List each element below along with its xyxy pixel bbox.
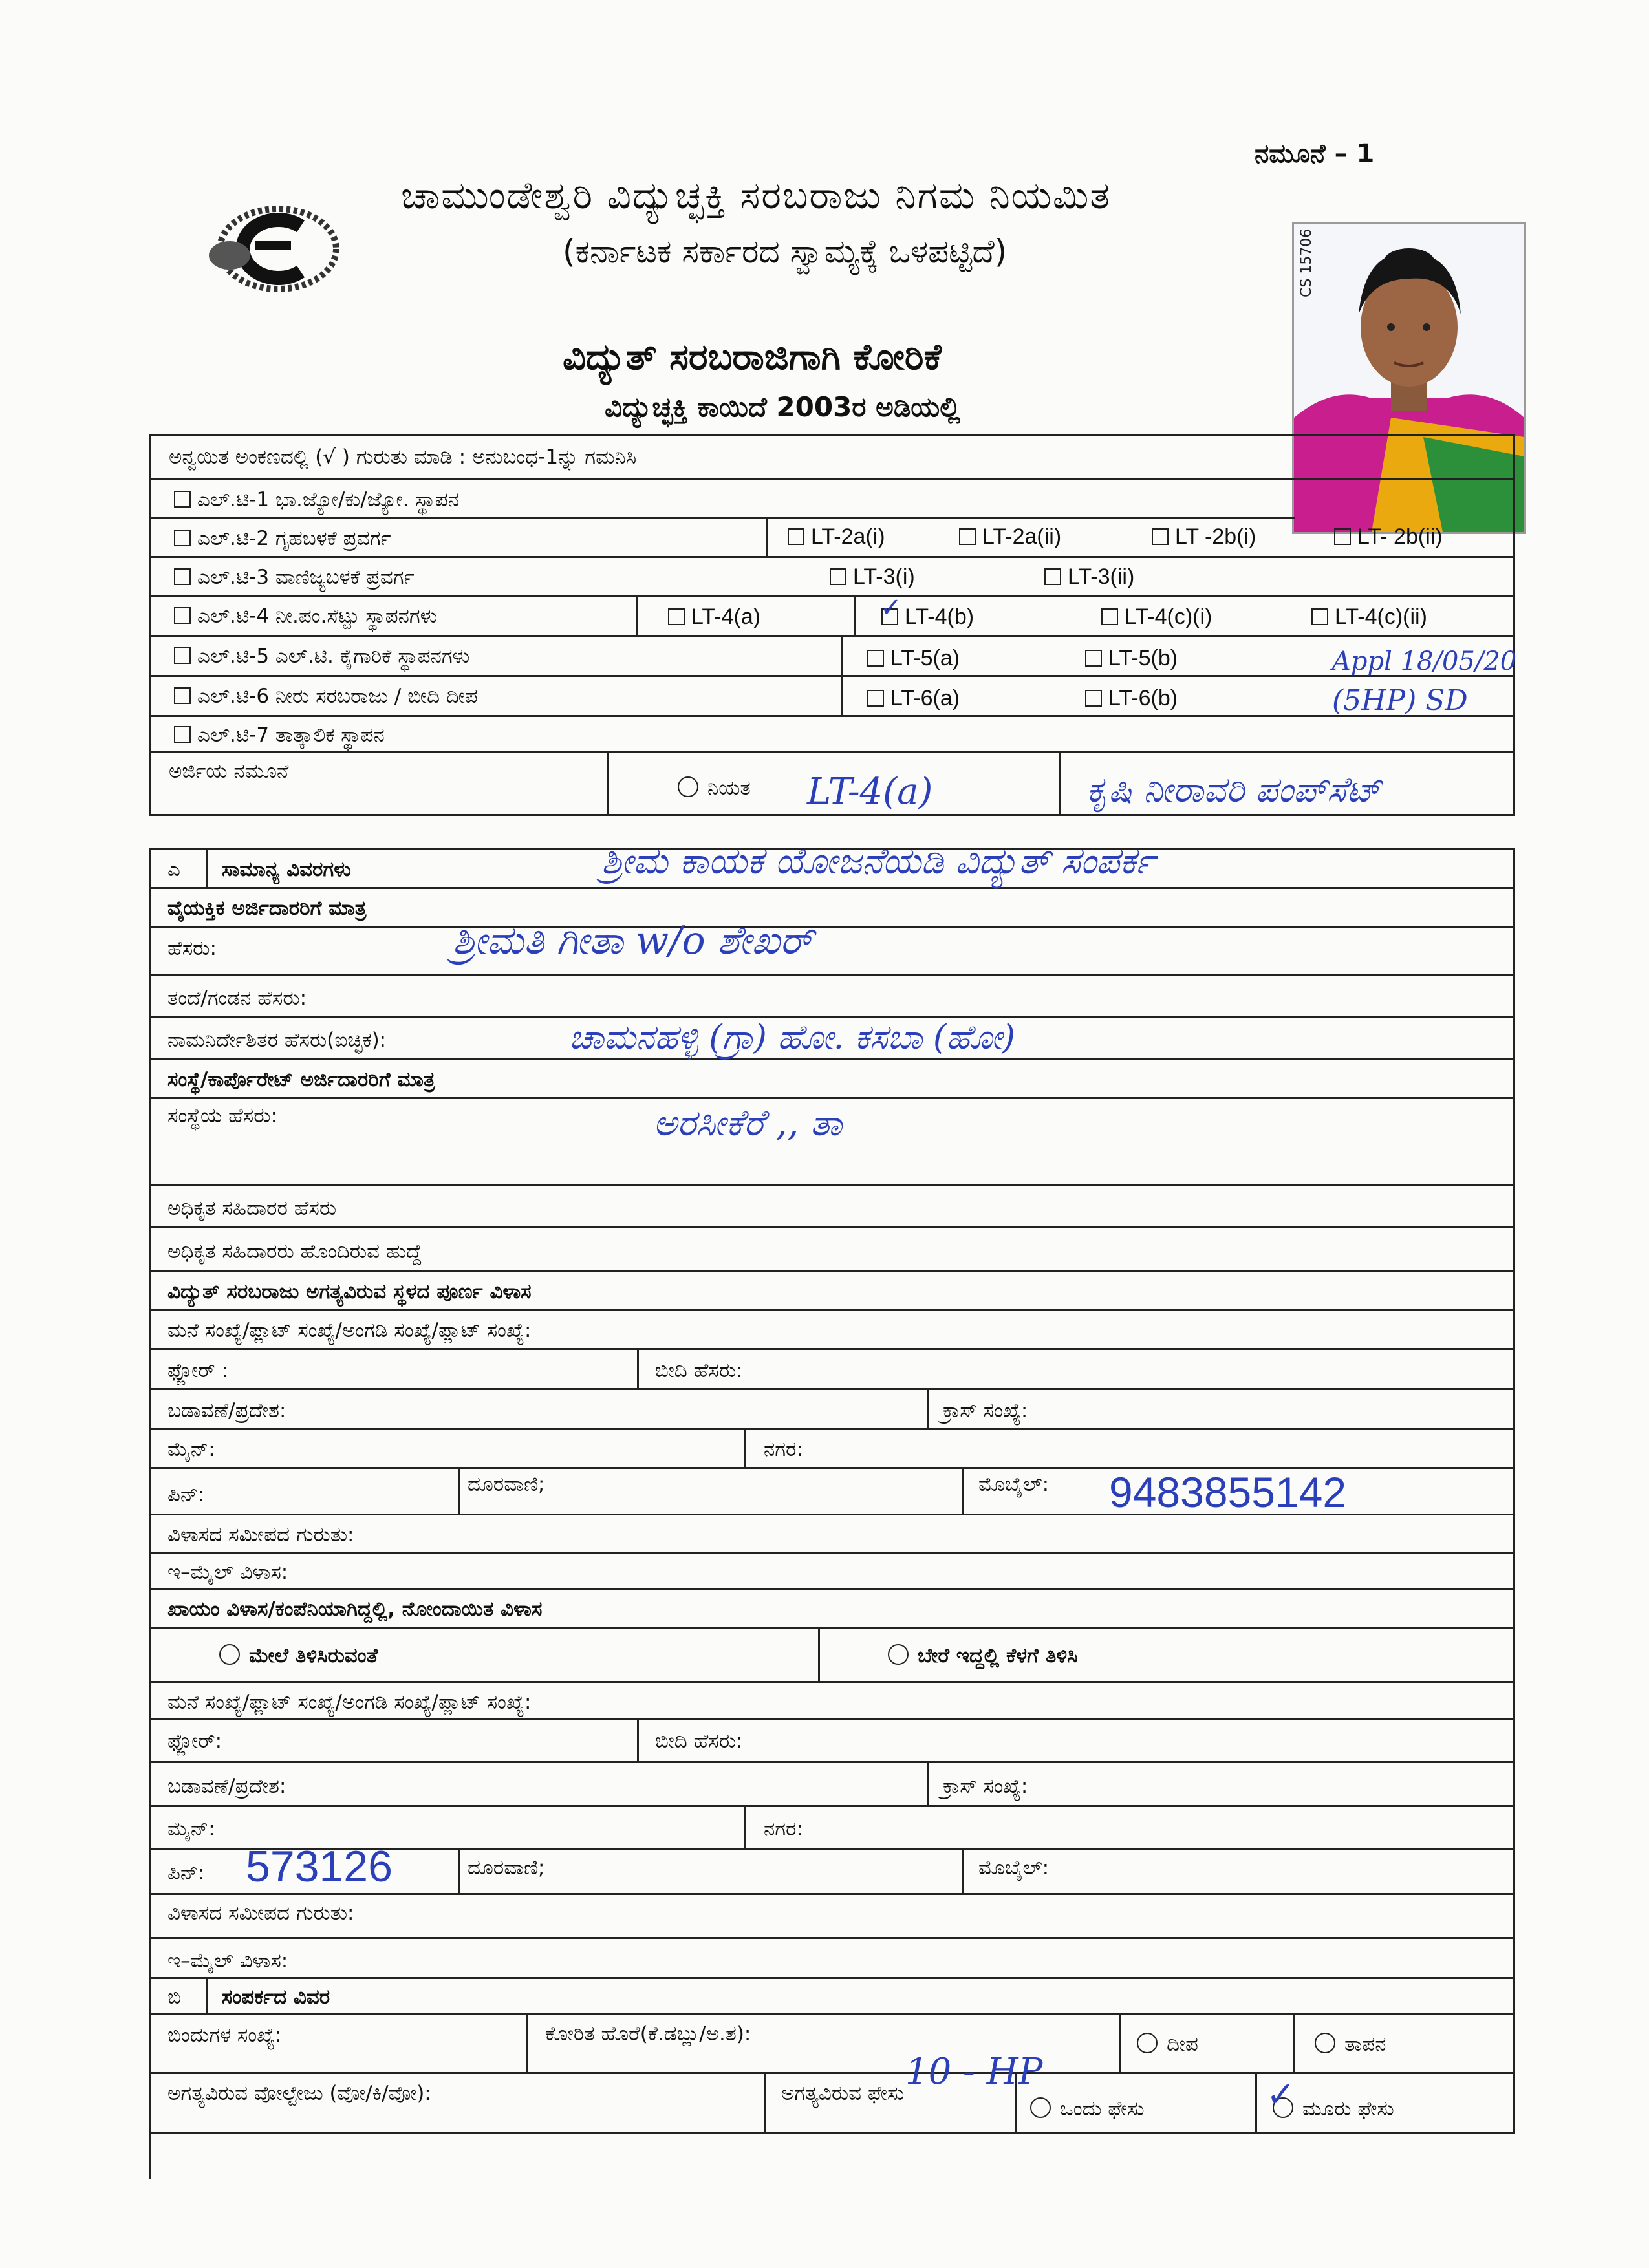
lighting-label: ದೀಪ (1167, 2033, 1198, 2056)
lt6b-label: LT-6(b) (1108, 686, 1178, 711)
lt6-checkbox[interactable] (174, 685, 478, 709)
perm-area-row (151, 1763, 1515, 1807)
father-name-label: ತಂದೆ/ಗಂಡನ ಹೆಸರು: (167, 987, 307, 1010)
lt7-label: ಎಲ್.ಟಿ-7 ತಾತ್ಕಾಲಿಕ ಸ್ಥಾಪನ (197, 723, 385, 747)
perm-street-label: ಬೀದಿ ಹೆಸರು: (655, 1729, 743, 1753)
lt5b-checkbox[interactable] (1085, 646, 1178, 671)
individual-only-label: ವೈಯಕ್ತಿಕ ಅರ್ಜಿದಾರರಿಗೆ ಮಾತ್ರ (167, 897, 367, 920)
lt5a-checkbox[interactable] (867, 646, 960, 671)
org-name-label: ಸಂಸ್ಥೆಯ ಹೆಸರು: (167, 1104, 277, 1128)
supply-cross-label: ಕ್ರಾಸ್ ಸಂಖ್ಯೆ: (943, 1399, 1028, 1422)
designation-row (151, 1228, 1515, 1272)
points-label: ಬಿಂದುಗಳ ಸಂಖ್ಯೆ: (167, 2024, 282, 2047)
tariff-row-lt6 (151, 677, 1515, 717)
application-type-label: ಅರ್ಜಿಯ ನಮೂನೆ (169, 760, 289, 783)
hand-side-note-1: Appl 18/05/20 (1332, 647, 1517, 676)
signatory-row (151, 1186, 1515, 1228)
permanent-choice-row (151, 1629, 1515, 1683)
heating-label: ತಾಪನ (1344, 2033, 1386, 2056)
supply-email-label: ಇ–ಮೈಲ್ ವಿಳಾಸ: (167, 1561, 288, 1584)
lt2ai-label: LT-2a(i) (811, 524, 885, 549)
lt7-checkbox[interactable] (174, 723, 385, 747)
tariff-row-lt5 (151, 637, 1515, 677)
section-b-title: ಸಂಪರ್ಕದ ವಿವರ (222, 1985, 330, 2009)
applicant-name-value: ಶ್ರೀಮತಿ ಗೀತಾ w/o ಶೇಖರ್ (453, 918, 814, 963)
corporate-only-row (151, 1060, 1515, 1099)
supply-landmark-label: ವಿಳಾಸದ ಸಮೀಪದ ಗುರುತು: (167, 1523, 354, 1546)
supply-area-label: ಬಡಾವಣೆ/ಪ್ರದೇಶ: (167, 1399, 286, 1422)
if-different-label: ಬೇರೆ ಇದ್ದಲ್ಲಿ ಕೆಳಗೆ ತಿಳಿಸಿ (918, 1644, 1078, 1667)
company-logo (194, 194, 349, 297)
perm-city-label: ನಗರ: (764, 1817, 803, 1841)
perm-landmark-label: ವಿಳಾಸದ ಸಮೀಪದ ಗುರುತು: (167, 1901, 354, 1925)
supply-email-row (151, 1554, 1515, 1590)
name-row (151, 928, 1515, 976)
lt6a-checkbox[interactable] (867, 686, 960, 711)
if-different-radio[interactable] (888, 1644, 1078, 1668)
supply-main-row (151, 1430, 1515, 1469)
load-value: 10 - HP (905, 2051, 1043, 2093)
form-number: ನಮೂನೆ – 1 (1255, 139, 1375, 169)
lt6b-checkbox[interactable] (1085, 686, 1178, 711)
perm-mobile-label: ಮೊಬೈಲ್: (978, 1856, 1050, 1879)
lt3i-label: LT-3(i) (853, 564, 915, 589)
load-label: ಕೋರಿತ ಹೊರೆ(ಕೆ.ಡಬ್ಲು/ಅ.ಶ): (545, 2022, 751, 2046)
lt4b-tick-mark: ✓ (880, 593, 902, 623)
permanent-title-row (151, 1590, 1515, 1629)
single-phase-radio[interactable] (1030, 2097, 1145, 2121)
corporate-only-label: ಸಂಸ್ಥೆ/ಕಾರ್ಪೊರೇಟ್ ಅರ್ಜಿದಾರರಿಗೆ ಮಾತ್ರ (167, 1068, 435, 1091)
supply-house-label: ಮನೆ ಸಂಖ್ಯೆ/ಫ್ಲಾಟ್ ಸಂಖ್ಯೆ/ಅಂಗಡಿ ಸಂಖ್ಯೆ/ಪ್ಲಾಟ್ ಸಂಖ್ಯೆ: (167, 1319, 532, 1342)
section-b-code: ಬಿ (167, 1985, 181, 2009)
three-phase-tick-mark: ✓ (1266, 2074, 1296, 2115)
hand-scheme: ಶ್ರೀಮ ಕಾಯಕ ಯೋಜನೆಯಡಿ ವಿದ್ಯುತ್ ಸಂಪರ್ಕ (601, 840, 1155, 883)
same-as-above-radio[interactable] (219, 1644, 378, 1668)
perm-house-label: ಮನೆ ಸಂಖ್ಯೆ/ಫ್ಲಾಟ್ ಸಂಖ್ಯೆ/ಅಂಗಡಿ ಸಂಖ್ಯೆ/ಪ್ಲಾಟ್ ಸಂಖ್ಯೆ: (167, 1691, 532, 1714)
signatory-label: ಅಧಿಕೃತ ಸಹಿದಾರರ ಹೆಸರು (167, 1197, 337, 1220)
perm-email-row (151, 1939, 1515, 1979)
hand-side-note-2: (5HP) SD (1332, 684, 1468, 717)
tariff-row-lt3 (151, 558, 1515, 597)
lt2bi-checkbox[interactable] (1152, 524, 1256, 550)
lt4-label: ಎಲ್.ಟಿ-4 ನೀ.ಪಂ.ಸೆಟ್ಟು ಸ್ಥಾಪನಗಳು (197, 604, 438, 628)
perm-pin-value: 573126 (246, 1842, 393, 1891)
instruction-text: ಅನ್ವಯಿತ ಅಂಕಣದಲ್ಲಿ (√ ) ಗುರುತು ಮಾಡಿ : ಅನುಬಂಧ-1ನ್ನು ಗಮನಿಸಿ (169, 445, 637, 469)
perm-email-label: ಇ–ಮೈಲ್ ವಿಳಾಸ: (167, 1949, 288, 1973)
supply-mobile-label: ಮೊಬೈಲ್: (978, 1473, 1050, 1496)
perm-phone-label: ದೂರವಾಣಿ; (468, 1856, 545, 1879)
lt2bii-label: LT- 2b(ii) (1357, 524, 1443, 549)
lt3-label: ಎಲ್.ಟಿ-3 ವಾಣಿಜ್ಯಬಳಕೆ ಪ್ರವರ್ಗ (197, 566, 415, 589)
name-label: ಹೆಸರು: (167, 937, 217, 960)
lt5-label: ಎಲ್.ಟಿ-5 ಎಲ್.ಟಿ. ಕೈಗಾರಿಕೆ ಸ್ಥಾಪನಗಳು (197, 645, 470, 668)
permanent-title: ಖಾಯಂ ವಿಳಾಸ/ಕಂಪೆನಿಯಾಗಿದ್ದಲ್ಲಿ, ನೋಂದಾಯಿತ ವಿಳಾಸ (167, 1598, 543, 1621)
lt5a-label: LT-5(a) (890, 646, 960, 670)
lt1-checkbox[interactable] (174, 488, 459, 512)
phase-label: ಅಗತ್ಯವಿರುವ ಫೇಸು (781, 2082, 905, 2105)
lt4cii-checkbox[interactable] (1311, 604, 1427, 630)
supply-floor-row (151, 1350, 1515, 1390)
lt2-label: ಎಲ್.ಟಿ-2 ಗೃಹಬಳಕೆ ಪ್ರವರ್ಗ (197, 527, 391, 550)
perm-floor-row (151, 1720, 1515, 1763)
perm-main-label: ಮೈನ್: (167, 1817, 215, 1841)
single-phase-label: ಒಂದು ಫೇಸು (1060, 2097, 1145, 2121)
supply-landmark-row (151, 1515, 1515, 1554)
perm-landmark-row (151, 1895, 1515, 1939)
supply-street-label: ಬೀದಿ ಹೆಸರು: (655, 1359, 743, 1382)
lt5-checkbox[interactable] (174, 645, 469, 669)
section-b-header (151, 1979, 1515, 2015)
lt6a-label: LT-6(a) (890, 686, 960, 711)
tariff-row-lt1 (151, 480, 1295, 519)
lt4a-label: LT-4(a) (691, 604, 761, 629)
hand-note: ಕೃಷಿ ನೀರಾವರಿ ಪಂಪ್‌ಸೆಟ್ (1086, 769, 1381, 810)
points-load-row (151, 2015, 1515, 2074)
lt2aii-checkbox[interactable] (959, 524, 1061, 550)
tariff-row-lt4 (151, 593, 1515, 637)
supply-mobile-value: 9483855142 (1109, 1468, 1347, 1516)
tariff-row-lt2 (151, 519, 1515, 558)
perm-pin-label: ಪಿನ್: (167, 1861, 205, 1885)
lt2bii-checkbox[interactable] (1334, 524, 1443, 550)
father-name-row (151, 976, 1515, 1018)
perm-house-row (151, 1683, 1515, 1720)
lt1-label: ಎಲ್.ಟಿ-1 ಭಾ.ಜ್ಯೋ/ಕು/ಜ್ಯೋ. ಸ್ಥಾಪನ (197, 488, 460, 511)
lt2-checkbox[interactable] (174, 527, 391, 551)
lt4-checkbox[interactable] (174, 604, 437, 628)
regular-radio[interactable] (678, 776, 751, 800)
company-name: ಚಾಮುಂಡೇಶ್ವರಿ ವಿದ್ಯುಚ್ಛಕ್ತಿ ಸರಬರಾಜು ನಿಗಮ ನಿಯಮಿತ (401, 173, 1112, 217)
supply-area-row (151, 1390, 1515, 1430)
lt2bi-label: LT -2b(i) (1175, 524, 1256, 549)
photo-code: CS 15706 (1299, 228, 1315, 297)
lt2aii-label: LT-2a(ii) (982, 524, 1062, 549)
nominee-label: ನಾಮನಿರ್ದೇಶಿತರ ಹೆಸರು(ಐಚ್ಛಿಕ): (167, 1029, 387, 1052)
org-name-value: ಅರಸೀಕೆರೆ ,, ತಾ (653, 1102, 843, 1144)
lt4b-label: LT-4(b) (905, 604, 975, 629)
lt4a-checkbox[interactable] (668, 604, 760, 630)
lt4ci-label: LT-4(c)(i) (1125, 604, 1212, 629)
voltage-label: ಅಗತ್ಯವಿರುವ ವೋಲ್ಟೇಜು (ವೋ/ಕಿ/ವೋ): (167, 2082, 431, 2105)
perm-floor-label: ಫ್ಲೋರ್: (167, 1729, 222, 1753)
supply-main-label: ಮೈನ್: (167, 1438, 215, 1461)
supply-address-title-row (151, 1272, 1515, 1311)
same-as-above-label: ಮೇಲೆ ತಿಳಿಸಿರುವಂತೆ (249, 1644, 378, 1667)
regular-label: ನಿಯತ (707, 776, 751, 800)
instruction-row (151, 436, 1515, 480)
lt3ii-label: LT-3(ii) (1068, 564, 1135, 589)
lt6-label: ಎಲ್.ಟಿ-6 ನೀರು ಸರಬರಾಜು / ಬೀದಿ ದೀಪ (197, 685, 478, 708)
lt3ii-checkbox[interactable] (1044, 564, 1134, 590)
three-phase-label: ಮೂರು ಫೇಸು (1302, 2097, 1394, 2121)
form-subtitle: ವಿದ್ಯುಚ್ಛಕ್ತಿ ಕಾಯಿದೆ 2003ರ ಅಡಿಯಲ್ಲಿ (605, 391, 961, 423)
supply-house-row (151, 1311, 1515, 1350)
tariff-table (149, 434, 1515, 816)
hand-regular-value: LT-4(a) (807, 771, 933, 813)
designation-label: ಅಧಿಕೃತ ಸಹಿದಾರರು ಹೊಂದಿರುವ ಹುದ್ದೆ (167, 1240, 422, 1263)
section-a-title: ಸಾಮಾನ್ಯ ವಿವರಗಳು (222, 858, 351, 881)
supply-address-title: ವಿದ್ಯುತ್ ಸರಬರಾಜು ಅಗತ್ಯವಿರುವ ಸ್ಥಳದ ಪೂರ್ಣ ವಿಳಾಸ (167, 1280, 532, 1303)
supply-floor-label: ಫ್ಲೋರ್ : (167, 1359, 228, 1382)
nominee-value: ಚಾಮನಹಳ್ಳಿ (ಗ್ರಾ) ಹೋ. ಕಸಬಾ (ಹೋ) (569, 1018, 1015, 1057)
supply-pin-label: ಪಿನ್: (167, 1483, 205, 1506)
perm-area-label: ಬಡಾವಣೆ/ಪ್ರದೇಶ: (167, 1775, 286, 1798)
supply-phone-label: ದೂರವಾಣಿ; (468, 1473, 545, 1496)
heating-radio[interactable] (1315, 2033, 1386, 2057)
form-title: ವಿದ್ಯುತ್ ಸರಬರಾಜಿಗಾಗಿ ಕೋರಿಕೆ (563, 336, 942, 378)
tariff-row-lt7 (151, 717, 1515, 753)
perm-cross-label: ಕ್ರಾಸ್ ಸಂಖ್ಯೆ: (943, 1775, 1028, 1798)
lt4cii-label: LT-4(c)(ii) (1335, 604, 1427, 629)
supply-city-label: ನಗರ: (764, 1438, 803, 1461)
individual-only-row (151, 889, 1515, 928)
lt4ci-checkbox[interactable] (1101, 604, 1212, 630)
lt3i-checkbox[interactable] (830, 564, 915, 590)
ownership-note: (ಕರ್ನಾಟಕ ಸರ್ಕಾರದ ಸ್ವಾಮ್ಯಕ್ಕೆ ಒಳಪಟ್ಟಿದೆ) (563, 233, 1008, 270)
lt2ai-checkbox[interactable] (788, 524, 885, 550)
lt3-checkbox[interactable] (174, 566, 415, 590)
section-a-code: ಎ (167, 858, 180, 881)
lt5b-label: LT-5(b) (1108, 646, 1178, 670)
lighting-radio[interactable] (1137, 2033, 1198, 2057)
voltage-phase-row (151, 2074, 1515, 2134)
